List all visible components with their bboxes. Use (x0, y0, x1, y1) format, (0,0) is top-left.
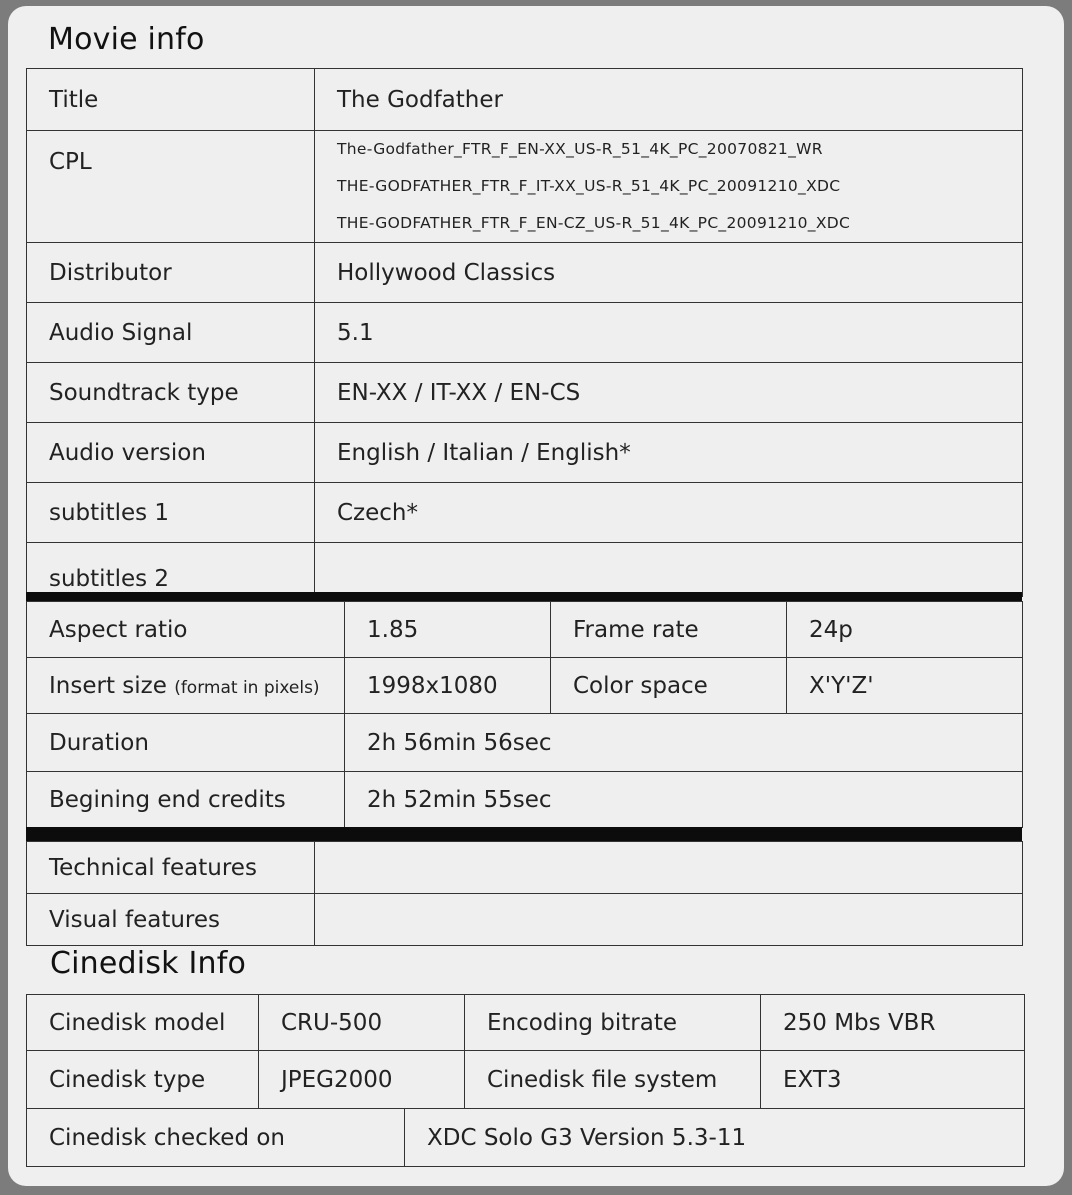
insert-size-label (27, 658, 345, 714)
section-divider (26, 827, 1022, 841)
cinedisk-info-heading: Cinedisk Info (50, 946, 247, 981)
distributor-value: Hollywood Classics (315, 243, 1023, 303)
table-row (27, 995, 1025, 1051)
table-row (27, 894, 1023, 946)
frame-rate-value: 24p (787, 602, 1023, 658)
format-table (26, 601, 1023, 828)
cpl-item: THE-GODFATHER_FTR_F_EN-CZ_US-R_51_4K_PC_20091210_XDC (337, 214, 851, 232)
cinedisk-model-label: Cinedisk model (27, 995, 259, 1051)
title-value: The Godfather (315, 69, 1023, 131)
movie-info-table (26, 68, 1023, 597)
end-credits-label: Begining end credits (27, 772, 345, 828)
table-row (27, 1109, 1025, 1167)
features-table (26, 841, 1023, 946)
visual-features-label: Visual features (27, 894, 315, 946)
table-row (27, 842, 1023, 894)
audio-signal-value: 5.1 (315, 303, 1023, 363)
encoding-bitrate-label: Encoding bitrate (465, 995, 761, 1051)
subtitles-1-label: subtitles 1 (27, 483, 315, 543)
visual-features-value (315, 894, 1023, 946)
table-row (27, 303, 1023, 363)
subtitles-1-value: Czech* (315, 483, 1023, 543)
table-row (27, 243, 1023, 303)
subtitles-2-label: subtitles 2 (27, 543, 315, 597)
color-space-value: X'Y'Z' (787, 658, 1023, 714)
frame-rate-label: Frame rate (551, 602, 787, 658)
aspect-ratio-value: 1.85 (345, 602, 551, 658)
table-row (27, 602, 1023, 658)
cinedisk-fs-value: EXT3 (761, 1051, 1025, 1109)
technical-features-value (315, 842, 1023, 894)
distributor-label: Distributor (27, 243, 315, 303)
technical-features-label: Technical features (27, 842, 315, 894)
audio-version-value: English / Italian / English* (315, 423, 1023, 483)
soundtrack-type-value: EN-XX / IT-XX / EN-CS (315, 363, 1023, 423)
cinedisk-checked-label: Cinedisk checked on (27, 1109, 405, 1167)
audio-signal-label: Audio Signal (27, 303, 315, 363)
encoding-bitrate-value: 250 Mbs VBR (761, 995, 1025, 1051)
cinedisk-table (26, 994, 1025, 1109)
cinedisk-model-value: CRU-500 (259, 995, 465, 1051)
title-label: Title (27, 69, 315, 131)
insert-size-label-text: Insert size (49, 672, 167, 699)
cpl-label: CPL (27, 131, 315, 243)
section-divider (26, 592, 1022, 601)
table-row (27, 69, 1023, 131)
table-row (27, 483, 1023, 543)
table-row (27, 423, 1023, 483)
audio-version-label: Audio version (27, 423, 315, 483)
soundtrack-type-label: Soundtrack type (27, 363, 315, 423)
cpl-item: The-Godfather_FTR_F_EN-XX_US-R_51_4K_PC_20070821_WR (337, 140, 823, 158)
cpl-values (315, 131, 1023, 243)
end-credits-value: 2h 52min 55sec (345, 772, 1023, 828)
table-row (27, 714, 1023, 772)
table-row (27, 772, 1023, 828)
aspect-ratio-label: Aspect ratio (27, 602, 345, 658)
table-row (27, 131, 1023, 243)
subtitles-2-value (315, 543, 1023, 597)
cinedisk-checked-table (26, 1108, 1025, 1167)
cinedisk-type-label: Cinedisk type (27, 1051, 259, 1109)
table-row (27, 1051, 1025, 1109)
table-row (27, 363, 1023, 423)
movie-info-heading: Movie info (48, 22, 205, 57)
cpl-item: THE-GODFATHER_FTR_F_IT-XX_US-R_51_4K_PC_20091210_XDC (337, 177, 841, 195)
insert-size-note: (format in pixels) (174, 677, 320, 698)
insert-size-value: 1998x1080 (345, 658, 551, 714)
table-row (27, 543, 1023, 597)
duration-value: 2h 56min 56sec (345, 714, 1023, 772)
color-space-label: Color space (551, 658, 787, 714)
duration-label: Duration (27, 714, 345, 772)
table-row (27, 658, 1023, 714)
cinedisk-fs-label: Cinedisk file system (465, 1051, 761, 1109)
cinedisk-checked-value: XDC Solo G3 Version 5.3-11 (405, 1109, 1025, 1167)
cinedisk-type-value: JPEG2000 (259, 1051, 465, 1109)
